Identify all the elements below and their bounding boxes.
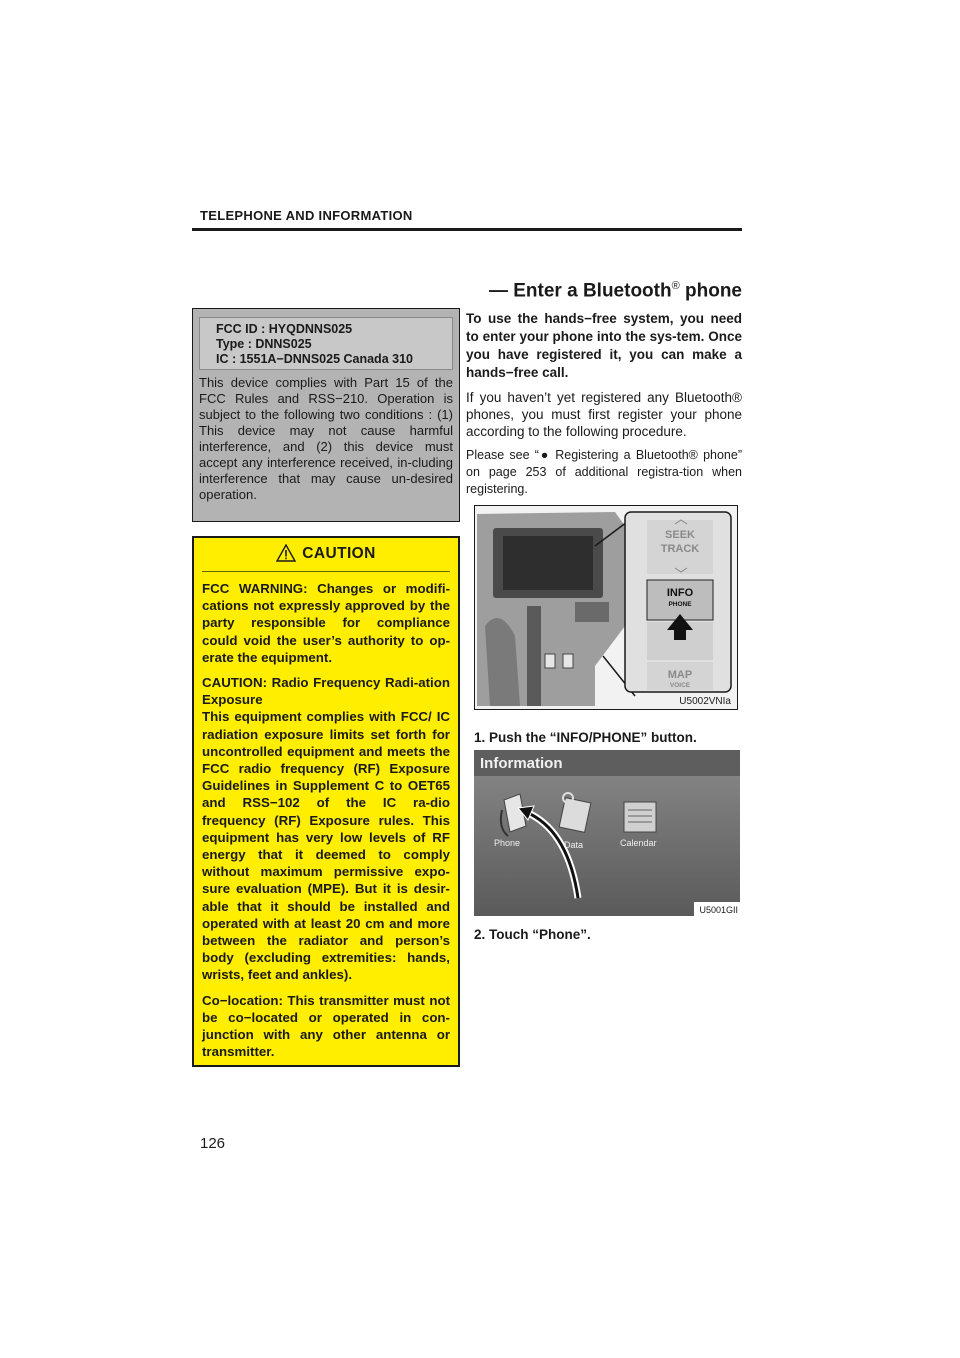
fcc-id-block [199, 317, 453, 370]
information-screen-figure [474, 750, 740, 916]
intro-text [466, 310, 742, 498]
data-icon-label: Data [564, 840, 584, 850]
fcc-notice-box [192, 308, 460, 522]
heading-suffix: phone [679, 280, 742, 302]
caution-heading [194, 544, 458, 563]
intro-register-paragraph: If you haven’t yet registered any Bluetooth® phones, you must first register your phone according to the following procedure. [466, 390, 742, 439]
fcc-ic-line: IC : 1551A−DNNS025 Canada 310 [216, 352, 413, 366]
dashboard-figure [474, 505, 738, 710]
phone-label: PHONE [668, 601, 692, 608]
caution-title: CAUTION [302, 545, 376, 562]
figure2-code: U5001GII [699, 905, 738, 915]
caution-rf-heading: CAUTION: Radio Frequency Radi-ation Exposure [202, 675, 450, 708]
caution-text [202, 572, 450, 1058]
screen-title: Information [480, 755, 563, 772]
fcc-compliance-text: This device complies with Part 15 of the FCC Rules and RSS−210. Operation is subject to the following two conditions : (1) This device may not cause harmful interference, and (2) this device must accept any interference received, in-cluding interference that may cause un-desired operation. [199, 375, 453, 502]
caution-rf-body: This equipment complies with FCC/ IC radiation exposure limits set forth for uncontrolled equipment and meets the FCC radio frequency (RF) Exposure Guidelines in Supplement C to OET65 and RSS−102 of the IC ra-dio frequency (RF) Exposure rules. This equipment has very low levels of RF energy that it deemed to comply without maximum permissive expo-sure evaluation (MPE). But it is desir-able that it should be installed and operated with at least 20 cm and more between the radiator and person’s body (excluding extremities: hands, wrists, feet and ankles). [202, 709, 450, 983]
caution-box [192, 536, 460, 1067]
track-label: TRACK [660, 543, 700, 555]
seek-label: SEEK [665, 529, 695, 541]
caution-colocation: Co−location: This transmitter must not be co−located or operated in con-junction with any other antenna or transmitter. [202, 992, 450, 1060]
page-heading [489, 280, 742, 302]
calendar-icon-label: Calendar [620, 838, 657, 848]
page-number: 126 [200, 1135, 226, 1152]
info-label: INFO [666, 587, 694, 599]
section-title: TELEPHONE AND INFORMATION [200, 208, 413, 223]
heading-reg-mark: ® [671, 280, 680, 292]
voice-label: VOICE [669, 682, 691, 689]
heading-prefix: — Enter a Bluetooth [488, 280, 672, 302]
phone-icon-label: Phone [494, 838, 521, 848]
step-1: 1. Push the “INFO/PHONE” button. [474, 730, 697, 745]
figure1-code: U5002VNIa [679, 696, 731, 707]
intro-reference-paragraph: Please see “● Registering a Bluetooth® phone” on page 253 of additional registra-tion when registering. [466, 448, 742, 496]
dashboard-illustration [475, 506, 737, 709]
information-screen [474, 750, 740, 916]
header-rule [192, 228, 742, 231]
step-2: 2. Touch “Phone”. [474, 927, 591, 942]
fcc-id-line: FCC ID : HYQDNNS025 [216, 322, 353, 336]
fcc-type-line: Type : DNNS025 [216, 337, 312, 351]
warning-triangle-icon [276, 544, 296, 562]
caution-fcc-warning: FCC WARNING: Changes or modifi-cations not expressly approved by the party responsible for compliance could void the user’s authority to op-erate the equipment. [202, 581, 450, 665]
intro-bold-paragraph: To use the hands−free system, you need to enter your phone into the sys-tem. Once you have registered it, you can make a hands−free call. [466, 311, 742, 380]
map-label: MAP [667, 669, 693, 681]
